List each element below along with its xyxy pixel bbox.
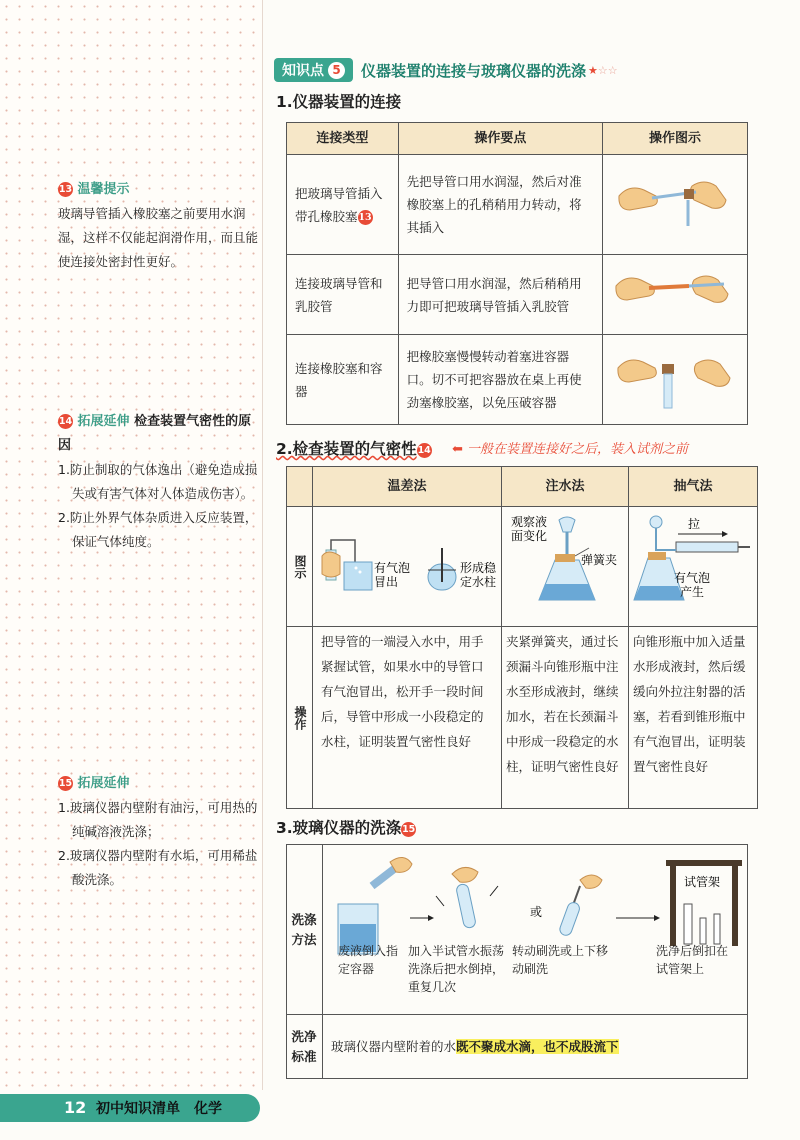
note-14 [58,410,258,554]
label-bubbles: 有气泡 [374,561,411,575]
ref-badge: 13 [358,211,372,223]
knowledge-point-title: 仪器装置的连接与玻璃仪器的洗涤 [361,61,587,80]
label-bubbles-produced: 有气泡 [674,571,711,585]
hands-stopper-container-illustration [604,336,746,416]
knowledge-point-tag [274,58,353,82]
row-header-standard-text: 洗净标准 [291,1028,317,1064]
star-empty-icon: ☆☆ [597,63,618,77]
illustration-cell [603,255,748,335]
book-title: 初中知识清单 化学 [96,1101,222,1117]
step-caption-2: 加入半试管水振荡洗涤后把水倒掉，重复几次 [408,944,505,994]
handwritten-annotation: ⬅ 一般在装置连接好之后，装入试剂之前 [452,442,689,457]
table-row [287,335,748,425]
label-water-column-2: 定水柱 [460,575,497,589]
water-injection-figure [502,507,629,627]
note-15-item: 1.玻璃仪器内壁附有油污，可用热的纯碱溶液洗涤； [58,800,258,839]
col-header: 操作图示 [603,123,748,155]
table-row [287,255,748,335]
note-15-title: 拓展延伸 [77,776,130,791]
illustration-cell [603,155,748,255]
temperature-method-operation: 把导管的一端浸入水中，用手紧握试管，如果水中的导管口有气泡冒出，松开手一段时间后，导管中形成一小段稳定的水柱，证明装置气密性良好 [313,627,502,809]
note-13-heading [58,178,258,202]
note-14-heading [58,410,258,458]
hands-tube-and-rubber-hose-illustration [604,256,746,326]
section-3-title-text: 3.玻璃仪器的洗涤 [276,819,402,837]
col-header: 抽气法 [629,467,758,507]
connection-type [287,155,399,255]
step-caption-4: 洗净后倒扣在试管架上 [656,944,729,976]
illustration-cell [603,335,748,425]
col-header: 操作要点 [398,123,602,155]
note-14-item: 2.防止外界气体杂质进入反应装置，保证气体纯度。 [58,510,258,549]
label-water-column: 形成稳 [460,561,497,575]
label-spring-clip: 弹簧夹 [581,553,618,567]
temperature-method-illustration [314,508,500,618]
section-2-title [276,437,432,459]
water-injection-operation: 夹紧弹簧夹，通过长颈漏斗向锥形瓶中注水至形成液封，继续加水，若在长颈漏斗中形成一段稳定的水柱，证明气密性良好 [502,627,629,809]
suction-method-operation: 向锥形瓶中加入适量水形成液封，然后缓缓向外拉注射器的活塞，若看到锥形瓶中有气泡冒出，证明装置气密性良好 [629,627,758,809]
note-13 [58,178,258,274]
col-header: 连接类型 [287,123,399,155]
note-number-badge: 13 [58,184,73,195]
connection-table [286,122,748,425]
table-row [287,1015,748,1079]
test-tube-rack-label: 试管架 [684,875,721,889]
section-1-title: 1.仪器装置的连接 [276,93,402,111]
page-number: 12 [64,1098,87,1117]
step-caption-3: 转动刷洗或上下移动刷洗 [512,944,609,976]
ref-badge: 14 [417,445,431,456]
table-row [287,627,758,809]
tag-label: 知识点 [282,63,324,79]
label-pull: 拉 [688,517,701,531]
operation-points: 把导管口用水润湿，然后稍稍用力即可把玻璃导管插入乳胶管 [398,255,602,335]
connection-type: 连接玻璃导管和乳胶管 [287,255,399,335]
col-header: 注水法 [502,467,629,507]
clean-standard-text: 玻璃仪器内壁附着的水 [331,1039,457,1054]
label-bubbles-produced-2: 产生 [680,585,705,599]
note-number-badge: 15 [58,778,73,789]
page-footer [0,1094,260,1122]
handwritten-annotation-text: 一般在装置连接好之后，装入试剂之前 [467,442,689,457]
note-14-title: 拓展延伸 [77,414,130,429]
section-2-title-text: 2.检查装置的气密性 [276,440,417,458]
note-number-badge: 14 [58,416,73,427]
washing-steps [323,845,748,1015]
section-3-title [276,816,416,838]
corner-header [287,467,313,507]
suction-method-illustration [630,508,756,618]
clean-standard [323,1015,748,1079]
step-caption-1: 废液倒入指定容器 [338,944,399,976]
water-injection-illustration [503,508,627,618]
hands-inserting-tube-illustration [604,156,746,246]
note-14-subtitle: 检查装置气密性的原因 [58,414,252,453]
knowledge-point-banner [274,58,618,82]
suction-method-figure [629,507,758,627]
operation-points: 把橡胶塞慢慢转动着塞进容器口。切不可把容器放在桌上再使劲塞橡胶塞，以免压破容器 [398,335,602,425]
connection-type: 连接橡胶塞和容器 [287,335,399,425]
washing-steps-illustration [324,846,746,1006]
row-header-figure: 图示 [287,507,313,627]
airtightness-table [286,466,758,809]
table-row [287,155,748,255]
table-row [287,845,748,1015]
row-header-method-text: 洗涤方法 [291,911,317,947]
note-14-item: 1.防止制取的气体逸出（避免造成损失或有害气体对人体造成伤害）。 [58,462,258,501]
connection-type-text: 把玻璃导管插入带孔橡胶塞 [295,185,383,224]
table-row [287,507,758,627]
clean-standard-highlight: 既不聚成水滴，也不成股流下 [456,1039,619,1054]
ref-badge: 15 [402,824,416,835]
note-13-body: 玻璃导管插入橡胶塞之前要用水润湿，这样不仅能起润滑作用，而且能使连接处密封性更好。 [58,206,259,269]
label-observe-level: 观察液 [511,515,548,529]
row-header-standard [287,1015,323,1079]
label-bubbles-2: 冒出 [374,575,399,589]
note-15-item: 2.玻璃仪器内壁附有水垢，可用稀盐酸洗涤。 [58,848,258,887]
operation-points: 先把导管口用水润湿，然后对准橡胶塞上的孔稍稍用力转动，将其插入 [398,155,602,255]
margin-divider [262,0,263,1090]
note-15-heading [58,772,258,796]
temperature-method-figure [313,507,502,627]
star-filled-icon: ★ [588,63,598,77]
label-observe-level-2: 面变化 [511,529,548,543]
row-header-operation: 操作 [287,627,313,809]
difficulty-stars [588,64,618,77]
tag-number: 5 [328,62,345,79]
col-header: 温差法 [313,467,502,507]
row-header-method [287,845,323,1015]
note-13-title: 温馨提示 [77,182,130,197]
note-15 [58,772,258,892]
or-label: 或 [530,905,543,919]
